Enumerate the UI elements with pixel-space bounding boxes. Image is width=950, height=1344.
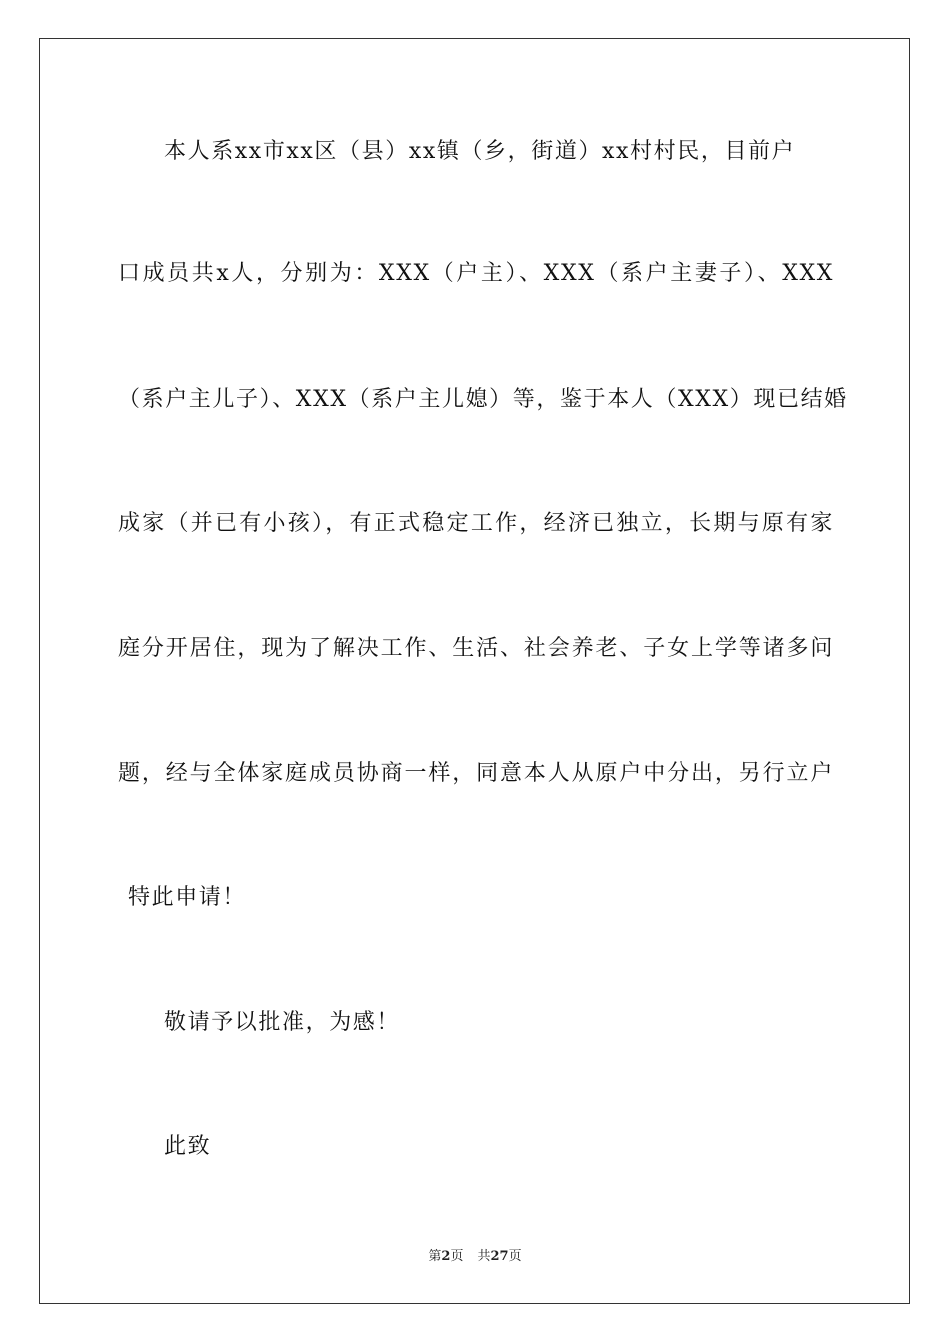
page-footer <box>0 1248 950 1266</box>
page-prefix: 第 <box>428 1249 442 1264</box>
page-suffix: 页 <box>450 1249 464 1264</box>
total-suffix: 页 <box>508 1249 522 1264</box>
total-prefix: 共 <box>477 1249 491 1264</box>
paragraph-line-4: 成家（并已有小孩），有正式稳定工作，经济已独立，长期与原有家 <box>118 511 834 536</box>
closing-request-line: 特此申请！ <box>128 885 247 910</box>
paragraph-line-2: 口成员共x人，分别为：XXX（户主）、XXX（系户主妻子）、XXX <box>118 261 834 286</box>
approval-request-line: 敬请予以批准，为感！ <box>164 1010 401 1035</box>
page-border <box>39 38 910 1304</box>
salutation-line: 此致 <box>164 1134 212 1159</box>
paragraph-line-5: 庭分开居住，现为了解决工作、生活、社会养老、子女上学等诸多问 <box>118 636 834 661</box>
paragraph-line-1: 本人系xx市xx区（县）xx镇（乡，街道）xx村村民，目前户 <box>164 139 796 164</box>
paragraph-line-6: 题，经与全体家庭成员协商一样，同意本人从原户中分出，另行立户 <box>118 761 834 786</box>
total-page-number: 27 <box>490 1249 509 1264</box>
paragraph-line-3: （系户主儿子）、XXX（系户主儿媳）等，鉴于本人（XXX）现已结婚 <box>118 387 848 412</box>
current-page-number: 2 <box>441 1249 451 1264</box>
